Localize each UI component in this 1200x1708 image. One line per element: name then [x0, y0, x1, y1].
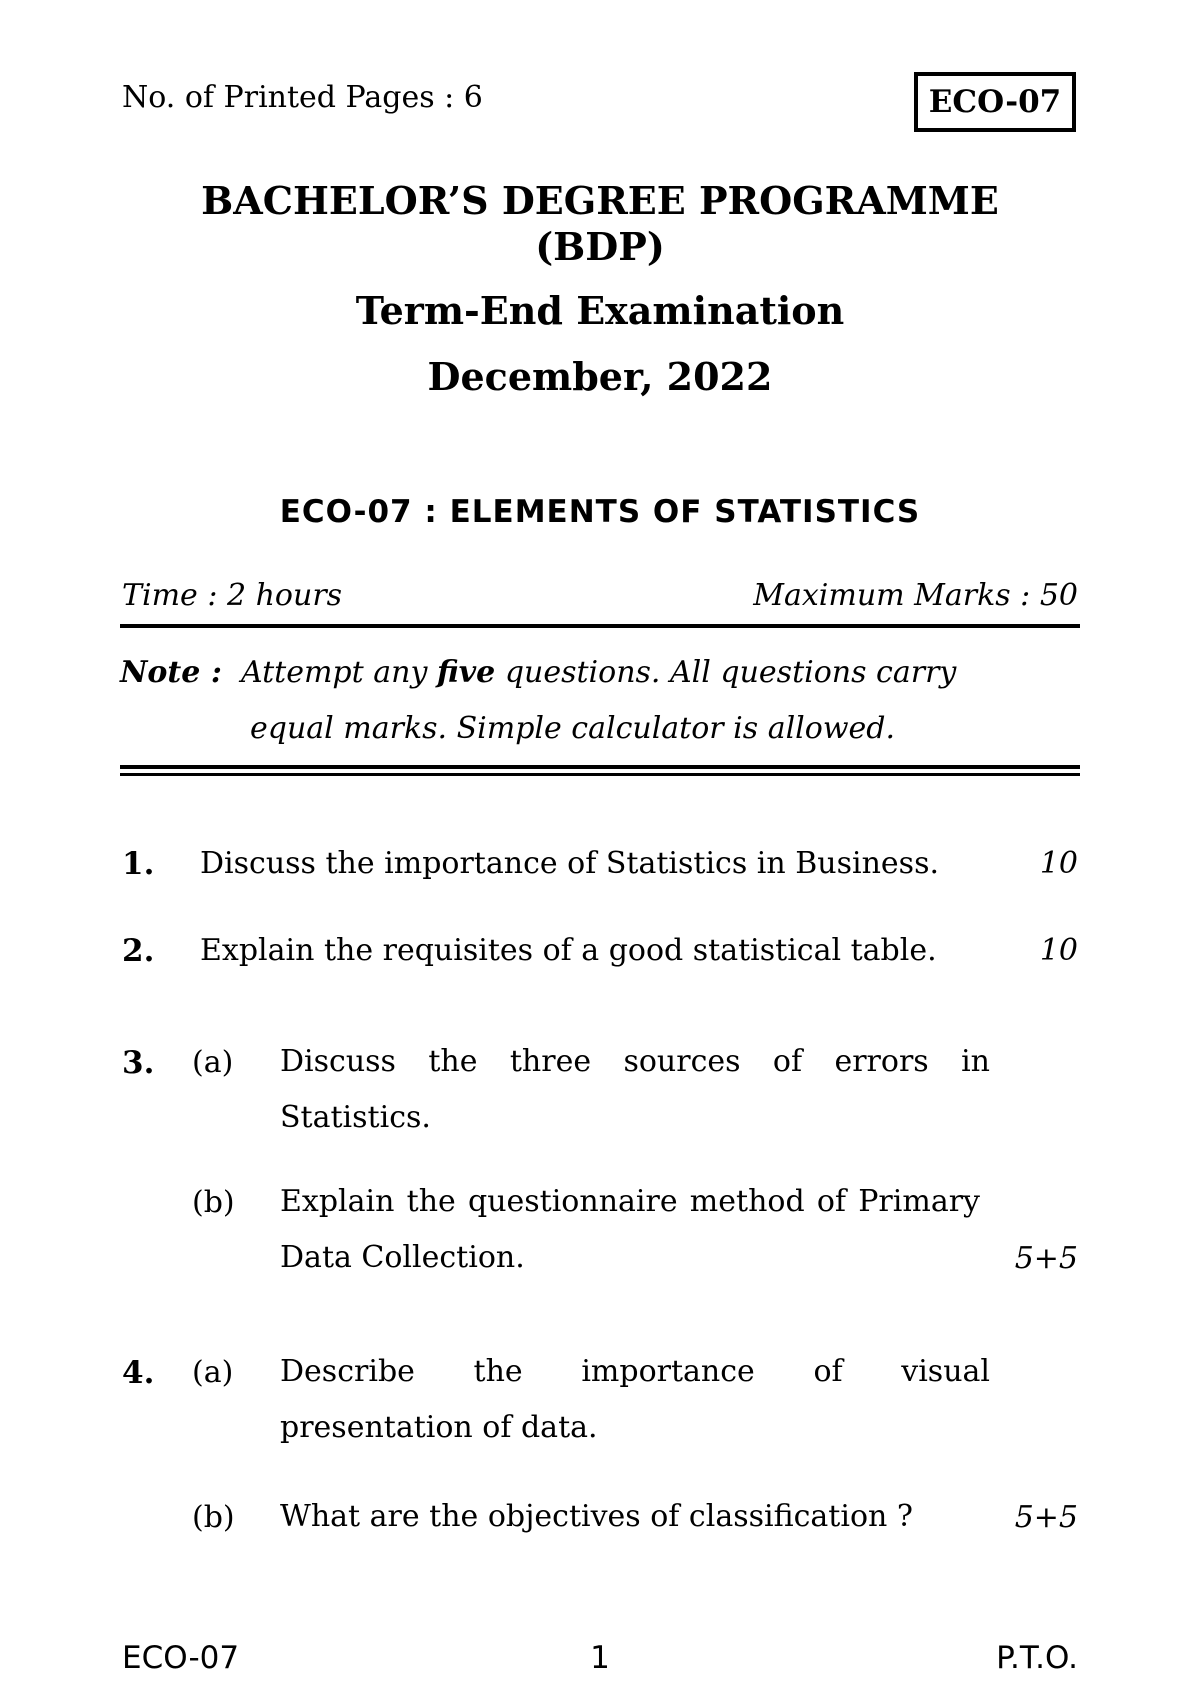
sub-question-text: Explain the questionnaire method of Primary Data Collection. — [280, 1184, 980, 1275]
question-text: Explain the requisites of a good statistical table. — [200, 933, 937, 968]
printed-pages-count: No. of Printed Pages : 6 — [122, 80, 483, 115]
course-code-box: ECO-07 — [914, 72, 1076, 132]
double-rule-bottom — [120, 773, 1080, 776]
note-text-line2: equal marks. Simple calculator is allowed. — [250, 711, 896, 746]
exam-date: December, 2022 — [427, 354, 773, 399]
question-marks: 5+5 — [1014, 1500, 1078, 1535]
note-text-part2: questions. All questions carry — [504, 655, 957, 690]
programme-abbreviation: (BDP) — [535, 224, 665, 269]
note-label: Note : — [120, 655, 222, 690]
sub-question-label: (b) — [192, 1185, 235, 1220]
sub-question-text: Discuss the three sources of errors in Statistics. — [280, 1044, 990, 1135]
sub-question-text: What are the objectives of classification ? — [280, 1499, 913, 1534]
question-number: 4. — [122, 1355, 155, 1391]
sub-question-label: (a) — [192, 1045, 234, 1080]
sub-question-label: (a) — [192, 1355, 234, 1390]
course-title: ECO-07 : ELEMENTS OF STATISTICS — [279, 494, 921, 530]
question-marks: 10 — [1039, 846, 1078, 881]
divider-rule — [120, 624, 1080, 628]
sub-question-label: (b) — [192, 1500, 235, 1535]
programme-title: BACHELOR’S DEGREE PROGRAMME — [201, 178, 999, 223]
question-marks: 10 — [1039, 933, 1078, 968]
note-emphasis: five — [436, 655, 496, 690]
question-number: 2. — [122, 933, 155, 969]
exam-name: Term-End Examination — [355, 288, 845, 333]
question-text: Discuss the importance of Statistics in Business. — [200, 846, 939, 881]
question-number: 1. — [122, 846, 155, 882]
footer-course-code: ECO-07 — [122, 1640, 240, 1676]
please-turn-over: P.T.O. — [996, 1640, 1078, 1676]
maximum-marks: Maximum Marks : 50 — [753, 578, 1078, 613]
question-number: 3. — [122, 1045, 155, 1081]
sub-question-text: Describe the importance of visual presentation of data. — [280, 1354, 990, 1445]
page-number: 1 — [590, 1640, 610, 1676]
question-marks: 5+5 — [1014, 1241, 1078, 1276]
note-text-part1: Attempt any — [240, 655, 428, 690]
instructions-note — [120, 645, 1080, 757]
time-allowed: Time : 2 hours — [122, 578, 343, 613]
double-rule-top — [120, 765, 1080, 769]
